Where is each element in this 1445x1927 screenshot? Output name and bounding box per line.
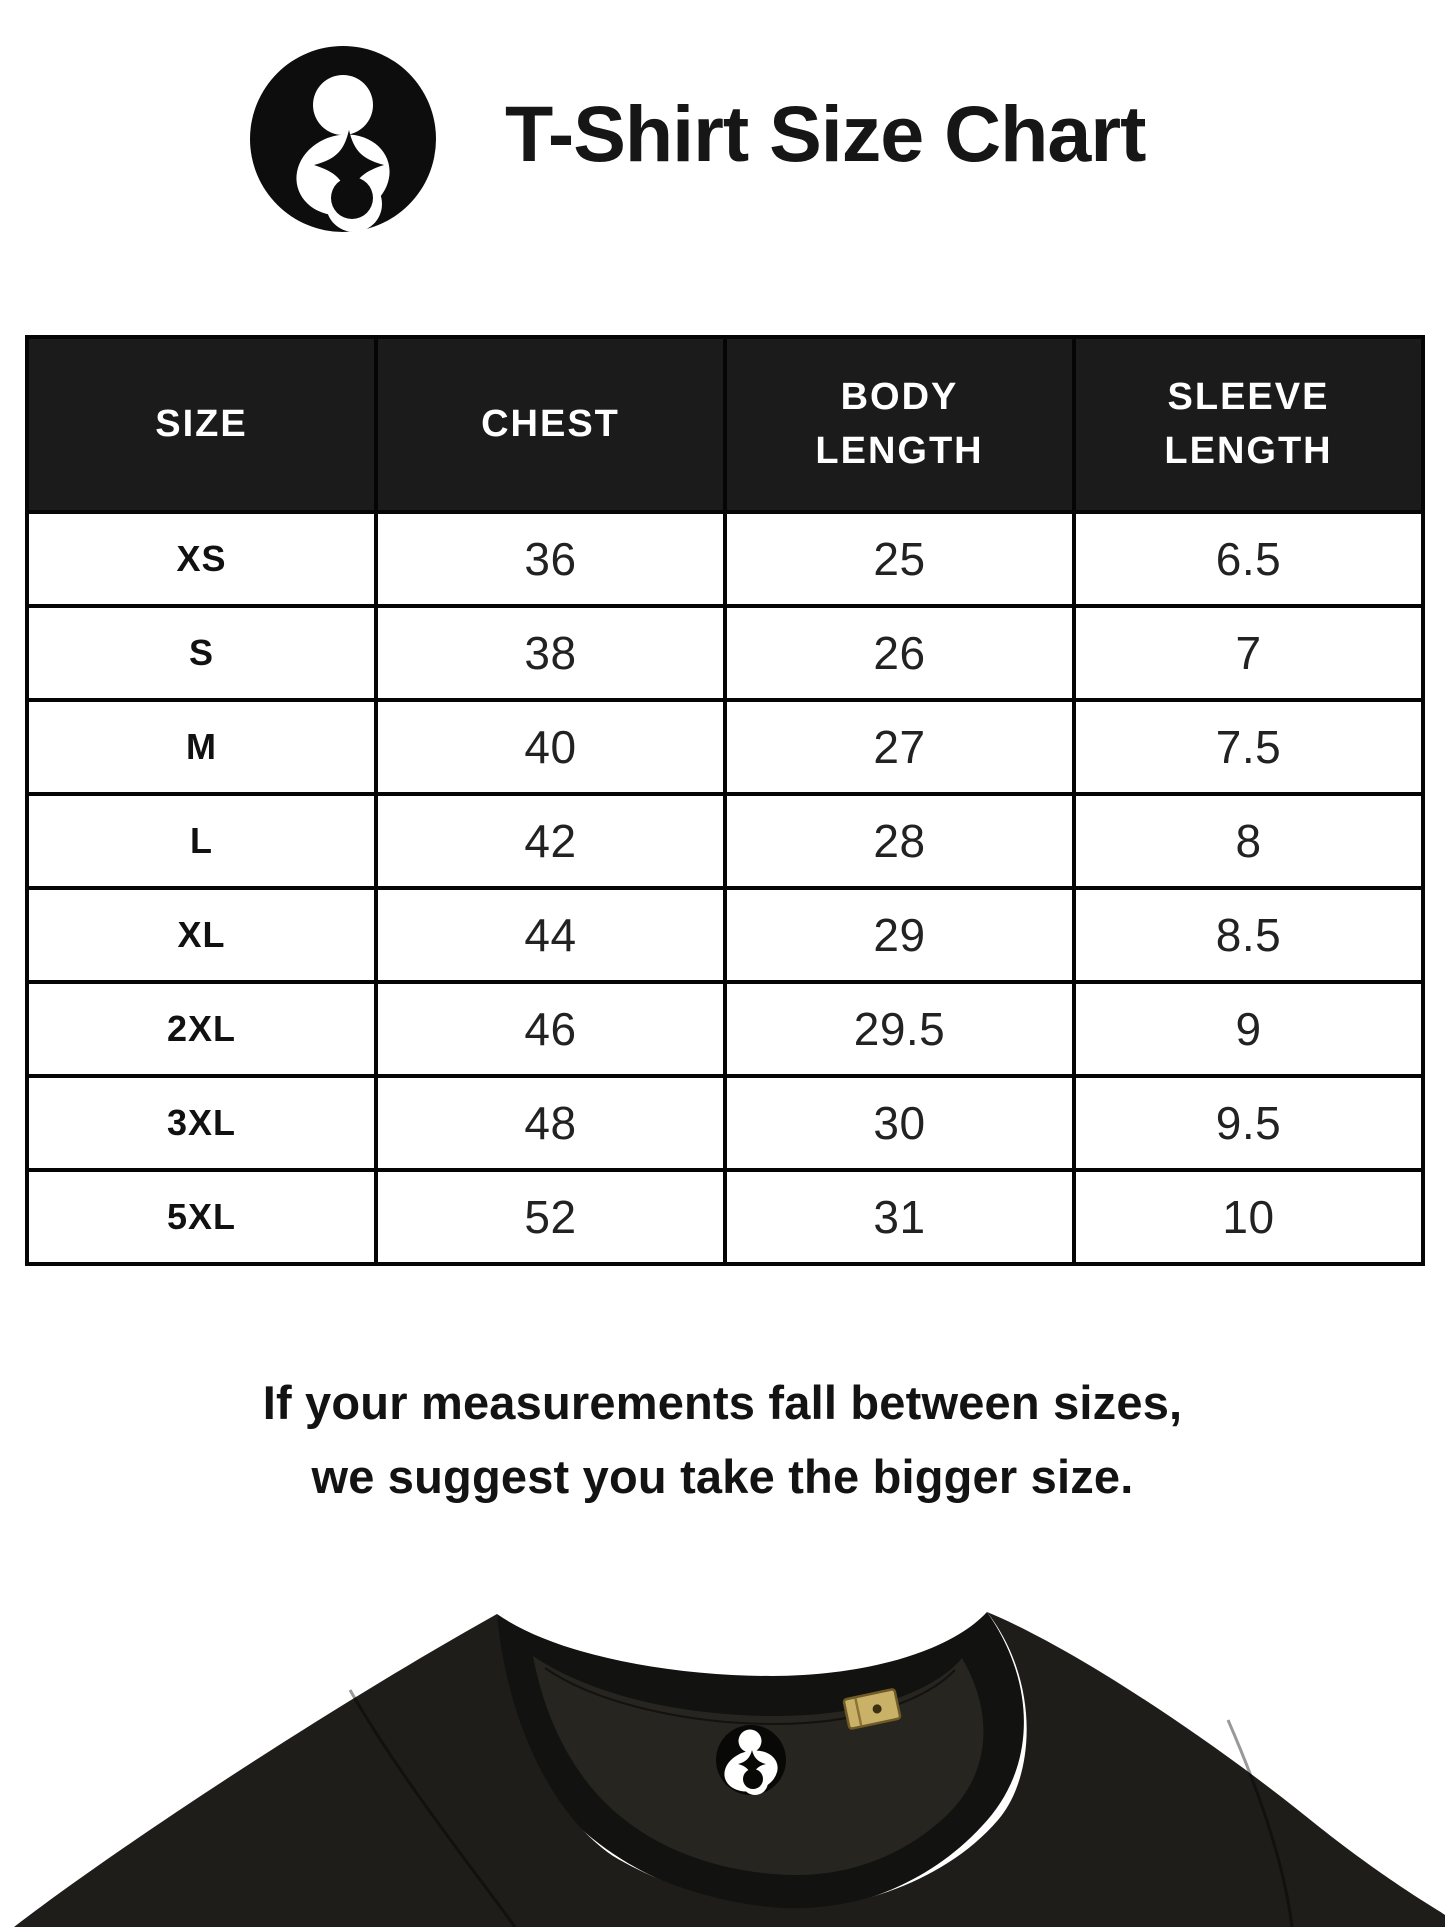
table-row-5xl xyxy=(27,1170,1423,1264)
chest-cell: 44 xyxy=(376,888,725,982)
table-row-2xl xyxy=(27,982,1423,1076)
size-cell: XL xyxy=(27,888,376,982)
label-baby-head xyxy=(743,1769,763,1789)
sleeve-length-cell: 10 xyxy=(1074,1170,1423,1264)
size-cell: 5XL xyxy=(27,1170,376,1264)
size-cell: 2XL xyxy=(27,982,376,1076)
chest-cell: 42 xyxy=(376,794,725,888)
table-row-m xyxy=(27,700,1423,794)
chest-cell: 40 xyxy=(376,700,725,794)
body-length-cell: 30 xyxy=(725,1076,1074,1170)
body-length-cell: 29 xyxy=(725,888,1074,982)
sleeve-length-cell: 8 xyxy=(1074,794,1423,888)
sleeve-length-cell: 8.5 xyxy=(1074,888,1423,982)
body-length-cell: 25 xyxy=(725,512,1074,606)
size-cell: S xyxy=(27,606,376,700)
body-length-cell: 31 xyxy=(725,1170,1074,1264)
col-header-body-length: BODY LENGTH xyxy=(725,337,1074,512)
sizing-note-line-1: If your measurements fall between sizes, xyxy=(262,1376,1183,1429)
sleeve-length-cell: 6.5 xyxy=(1074,512,1423,606)
size-cell: M xyxy=(27,700,376,794)
size-cell: L xyxy=(27,794,376,888)
chest-cell: 46 xyxy=(376,982,725,1076)
sizing-note-line-2: we suggest you take the bigger size. xyxy=(311,1450,1134,1503)
table-row-xs xyxy=(27,512,1423,606)
sleeve-length-cell: 7.5 xyxy=(1074,700,1423,794)
chest-cell: 36 xyxy=(376,512,725,606)
label-head xyxy=(739,1730,762,1753)
size-cell: XS xyxy=(27,512,376,606)
brand-person-star-logo-icon xyxy=(248,44,438,234)
sleeve-length-cell: 9 xyxy=(1074,982,1423,1076)
logo-baby-head xyxy=(331,177,373,219)
body-length-cell: 27 xyxy=(725,700,1074,794)
body-length-cell: 29.5 xyxy=(725,982,1074,1076)
col-header-sleeve-length: SLEEVE LENGTH xyxy=(1074,337,1423,512)
chest-cell: 38 xyxy=(376,606,725,700)
tshirt-collar-photo xyxy=(0,1558,1445,1927)
page-title: T-Shirt Size Chart xyxy=(505,89,1146,178)
table-header-row xyxy=(27,337,1423,512)
sizing-note xyxy=(0,1366,1445,1514)
sleeve-length-cell: 9.5 xyxy=(1074,1076,1423,1170)
table-row-l xyxy=(27,794,1423,888)
table-row-xl xyxy=(27,888,1423,982)
size-chart-table xyxy=(25,335,1425,1266)
sleeve-length-cell: 7 xyxy=(1074,606,1423,700)
body-length-cell: 26 xyxy=(725,606,1074,700)
chest-cell: 48 xyxy=(376,1076,725,1170)
col-header-chest: CHEST xyxy=(376,337,725,512)
table-row-s xyxy=(27,606,1423,700)
size-cell: 3XL xyxy=(27,1076,376,1170)
col-header-size: SIZE xyxy=(27,337,376,512)
logo-head xyxy=(313,75,373,135)
body-length-cell: 28 xyxy=(725,794,1074,888)
chest-cell: 52 xyxy=(376,1170,725,1264)
table-row-3xl xyxy=(27,1076,1423,1170)
